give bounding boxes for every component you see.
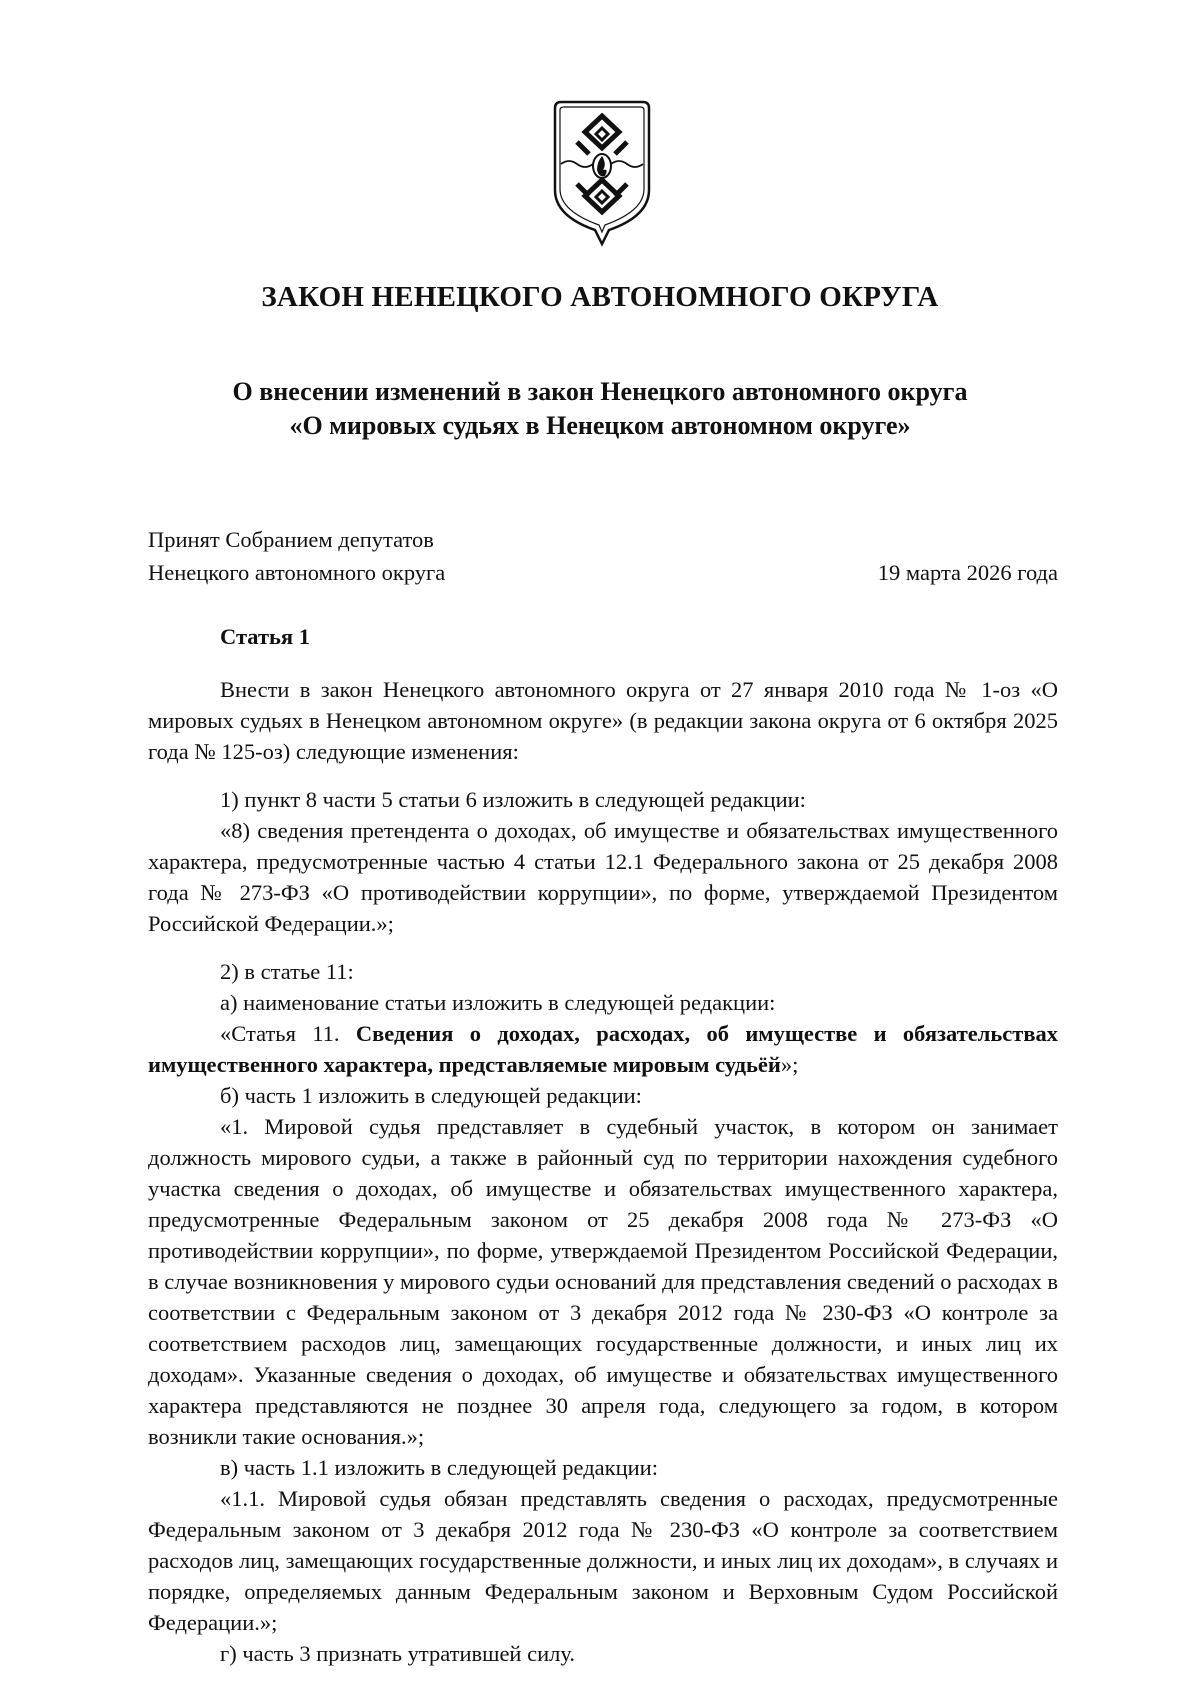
item-2b-text: «1. Мировой судья представляет в судебный участок, в котором он занимает должность мирового судьи, а также в районный суд по территории нахождения судебного участка сведения о доходах, об имуществе и обязательствах имущественного характера, предусмотренные Федеральным законом от 25 декабря 2008 года № 273-ФЗ «О противодействии коррупции», по форме, утверждаемой Президентом Российской Федерации, в случае возникновения у мирового судьи оснований для представления сведений о расходах в соответствии с Федеральным законом от 3 декабря 2012 года № 230-ФЗ «О контроле за соответствием расходов лиц, замещающих государственные должности, и иных лиц их доходам». Указанные сведения о доходах, об имуществе и обязательствах имущественного характера представляются не позднее 30 апреля года, следующего за годом, в котором возникли такие основания.»;	[148, 1114, 1058, 1449]
item-2v-text: «1.1. Мировой судья обязан представлять сведения о расходах, предусмотренные Федеральным законом от 3 декабря 2012 года № 230-ФЗ «О контроле за соответствием расходов лиц, замещающих государственные должности, и иных лиц их доходам», в случаях и порядке, определяемых данным Федеральным законом и Верховным Судом Российской Федерации.»;	[148, 1486, 1058, 1635]
article-body	[148, 674, 1058, 1669]
item-2g: г) часть 3 признать утратившей силу.	[220, 1641, 575, 1666]
item-2a-prefix: «Статья 11.	[220, 1021, 340, 1046]
item-2a-text	[148, 1018, 1058, 1080]
adoption-block	[148, 523, 1058, 589]
article-heading: Статья 1	[220, 624, 310, 649]
document-title: ЗАКОН НЕНЕЦКОГО АВТОНОМНОГО ОКРУГА	[261, 281, 939, 313]
item-2v: в) часть 1.1 изложить в следующей редакции:	[220, 1455, 658, 1480]
item-2b: б) часть 1 изложить в следующей редакции:	[220, 1083, 642, 1108]
adoption-date: 19 марта 2026 года	[877, 560, 1058, 585]
article-intro: Внести в закон Ненецкого автономного округа от 27 января 2010 года № 1-оз «О мировых судьях в Ненецком автономном округе» (в редакции закона округа от 6 октября 2025 года № 125-оз) следующие изменения:	[148, 677, 1058, 764]
item-1-text: «8) сведения претендента о доходах, об имуществе и обязательствах имущественного характера, предусмотренные частью 4 статьи 12.1 Федерального закона от 25 декабря 2008 года № 273-ФЗ «О противодействии коррупции», по форме, утверждаемой Президентом Российской Федерации.»;	[148, 818, 1058, 936]
item-2a-suffix: »;	[780, 1052, 799, 1077]
law-subject-line-2: «О мировых судьях в Ненецком автономном округе»	[289, 411, 911, 440]
item-2a-article-title: Сведения о доходах, расходах, об имуществе и обязательствах имущественного характера, представляемые мировым судьёй	[148, 1021, 1058, 1077]
adopted-by-line-2: Ненецкого автономного округа	[148, 560, 446, 585]
item-1: 1) пункт 8 части 5 статьи 6 изложить в следующей редакции:	[220, 787, 806, 812]
item-2: 2) в статье 11:	[220, 959, 354, 984]
law-subject-line-1: О внесении изменений в закон Ненецкого автономного округа	[232, 377, 968, 406]
item-2a: а) наименование статьи изложить в следующей редакции:	[220, 990, 776, 1015]
nao-coat-of-arms-icon	[547, 98, 657, 248]
adopted-by-line-1: Принят Собранием депутатов	[148, 527, 434, 552]
law-subject	[0, 375, 1200, 443]
